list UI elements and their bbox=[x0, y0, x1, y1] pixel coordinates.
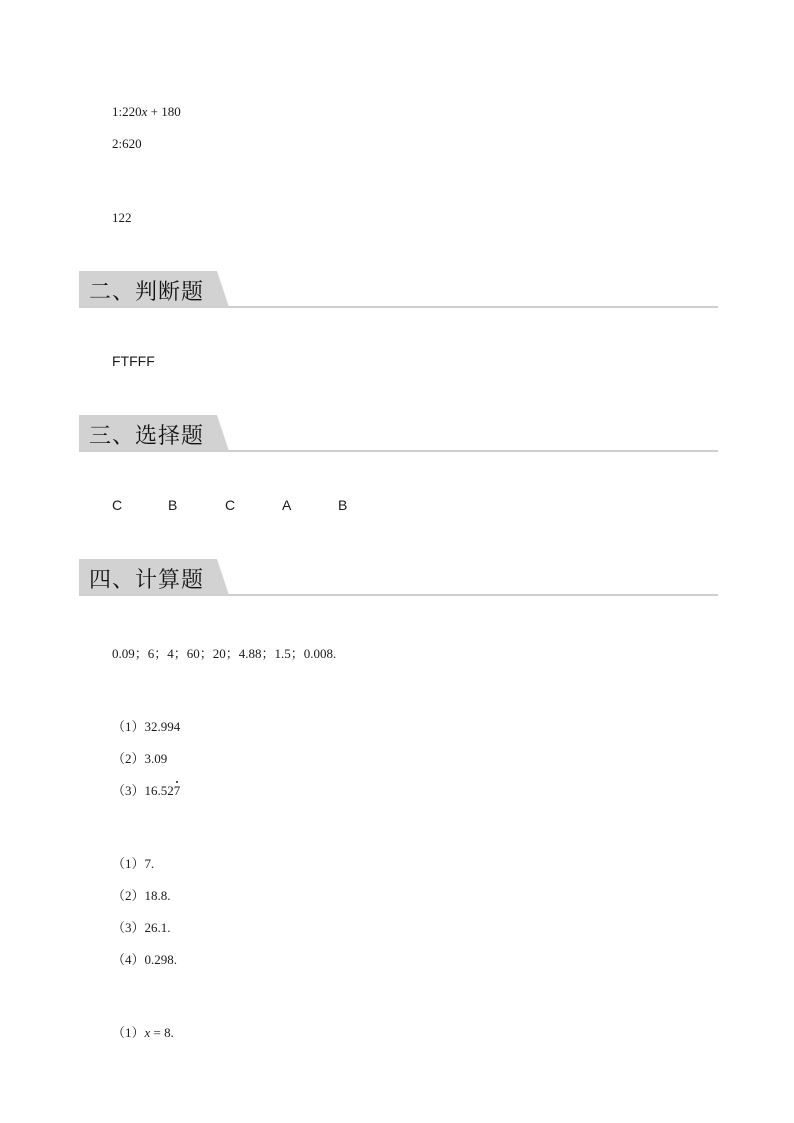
choice-answer-2: B bbox=[168, 497, 178, 513]
calc-group1-item1 bbox=[112, 716, 180, 735]
calc-group2-item2 bbox=[112, 885, 171, 904]
item-value: 7. bbox=[144, 856, 155, 871]
answer-line-1 bbox=[112, 104, 181, 120]
item-label: （1） bbox=[112, 856, 145, 871]
section-header-choice bbox=[79, 415, 718, 453]
section-title: 四、计算题 bbox=[89, 568, 205, 593]
section-title: 二、判断题 bbox=[89, 280, 205, 305]
item-label: （1） bbox=[112, 1025, 145, 1040]
calc-group2-item3 bbox=[112, 917, 171, 936]
item-label: （1） bbox=[112, 719, 145, 734]
equation-rest: = 8. bbox=[150, 1025, 174, 1040]
section-divider bbox=[79, 450, 718, 452]
calc-group1-item3 bbox=[112, 780, 180, 799]
equation-variable: x bbox=[144, 1025, 151, 1040]
calc-group2-item1 bbox=[112, 853, 154, 872]
calc-group3-item1 bbox=[112, 1022, 174, 1041]
item-label: （4） bbox=[112, 952, 145, 967]
choice-answer-1: C bbox=[112, 497, 123, 513]
repeating-digit: 7 bbox=[173, 783, 181, 798]
oral-calculation-answers: 0.09；6；4；60；20；4.88；1.5；0.008. bbox=[112, 646, 337, 661]
item-label: （3） bbox=[112, 920, 145, 935]
item-label: （3） bbox=[112, 783, 145, 798]
section-title: 三、选择题 bbox=[89, 424, 205, 449]
section-divider bbox=[79, 594, 718, 596]
section-header-judgment bbox=[79, 271, 718, 309]
judgment-answers: FTFFF bbox=[112, 353, 155, 369]
calc-group2-item4 bbox=[112, 949, 177, 968]
item-value: 18.8. bbox=[144, 888, 171, 903]
section-divider bbox=[79, 306, 718, 308]
item-value: 16.52 bbox=[144, 783, 174, 798]
choice-answer-5: B bbox=[338, 497, 348, 513]
answer-line-1-prefix: 1:220 bbox=[112, 104, 142, 119]
item-value: 0.298. bbox=[144, 952, 178, 967]
item-value: 26.1. bbox=[144, 920, 171, 935]
item-value: 32.994 bbox=[144, 719, 181, 734]
answer-line-3: 122 bbox=[112, 210, 132, 225]
item-value: 3.09 bbox=[144, 751, 168, 766]
answer-line-1-suffix: + 180 bbox=[147, 104, 181, 119]
answer-line-2: 2:620 bbox=[112, 136, 142, 151]
choice-answer-3: C bbox=[225, 497, 236, 513]
calc-group1-item2 bbox=[112, 748, 167, 767]
choice-answer-4: A bbox=[282, 497, 292, 513]
section-header-calculation bbox=[79, 559, 718, 597]
answer-line-1-variable: x bbox=[141, 104, 148, 119]
item-label: （2） bbox=[112, 751, 145, 766]
item-label: （2） bbox=[112, 888, 145, 903]
